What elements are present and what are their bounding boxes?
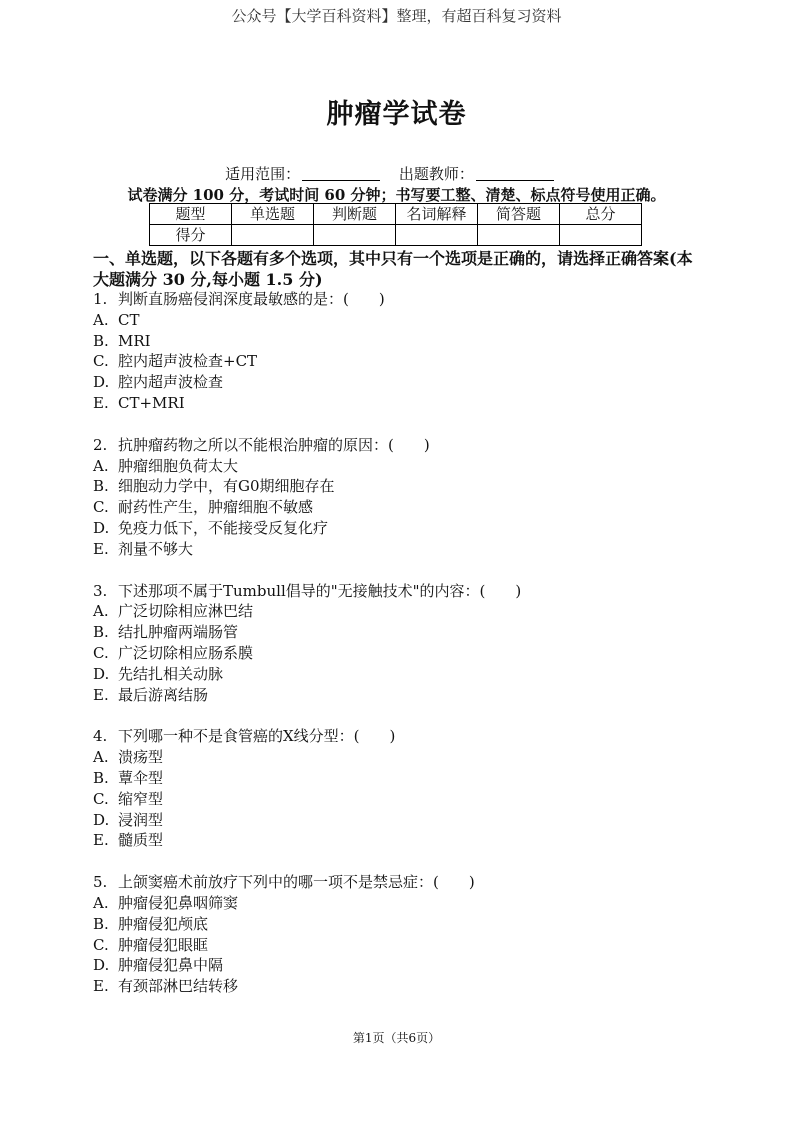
- option-text: 剂量不够大: [118, 539, 194, 558]
- option-b: [93, 476, 703, 497]
- option-text: 溃疡型: [118, 748, 164, 767]
- option-e: [93, 976, 703, 997]
- option-text: 最后游离结肠: [118, 685, 209, 704]
- question-number: 4.: [93, 727, 108, 746]
- score-table-score-row: [150, 225, 642, 246]
- option-key: E.: [93, 685, 109, 704]
- option-text: 先结扎相关动脉: [118, 664, 224, 683]
- question-text: 下述那项不属于Tumbull倡导的"无接触技术"的内容：( ): [118, 581, 522, 600]
- option-text: 结扎肿瘤两端肠管: [118, 623, 239, 642]
- option-text: 肿瘤细胞负荷太大: [118, 456, 239, 475]
- option-c: [93, 643, 703, 664]
- question-item: [93, 872, 703, 997]
- option-text: 缩窄型: [118, 789, 164, 808]
- option-c: [93, 789, 703, 810]
- option-key: E.: [93, 831, 109, 850]
- option-key: A.: [93, 310, 109, 329]
- option-c: [93, 351, 703, 372]
- score-header-cell: 题型: [150, 204, 232, 225]
- option-text: 浸润型: [118, 810, 164, 829]
- question-item: [93, 726, 703, 851]
- option-key: D.: [93, 956, 110, 975]
- score-cell: [314, 225, 396, 246]
- score-header-cell: 简答题: [478, 204, 560, 225]
- question-number: 1.: [93, 290, 108, 308]
- option-b: [93, 914, 703, 935]
- question-stem: [93, 435, 703, 456]
- option-key: B.: [93, 768, 109, 787]
- score-header-cell: 单选题: [232, 204, 314, 225]
- score-cell: [396, 225, 478, 246]
- option-a: [93, 747, 703, 768]
- option-e: [93, 830, 703, 851]
- score-header-cell: 总分: [560, 204, 642, 225]
- question-stem: [93, 581, 703, 602]
- option-text: 肿瘤侵犯鼻咽筛窦: [118, 893, 239, 912]
- option-text: CT: [118, 310, 140, 329]
- option-text: 耐药性产生，肿瘤细胞不敏感: [118, 498, 314, 517]
- option-text: 肿瘤侵犯眼眶: [118, 935, 209, 954]
- score-row-label: 得分: [150, 225, 232, 246]
- option-key: E.: [93, 977, 109, 996]
- score-table-header-row: [150, 204, 642, 225]
- option-text: 腔内超声波检查+CT: [118, 352, 258, 371]
- option-c: [93, 935, 703, 956]
- score-cell: [232, 225, 314, 246]
- option-d: [93, 372, 703, 393]
- option-d: [93, 955, 703, 976]
- option-e: [93, 685, 703, 706]
- option-e: [93, 539, 703, 560]
- option-d: [93, 810, 703, 831]
- header-note: 公众号【大学百科资料】整理，有超百科复习资料: [231, 7, 562, 25]
- question-number: 2.: [93, 435, 108, 454]
- option-text: MRI: [118, 331, 151, 350]
- option-text: 广泛切除相应肠系膜: [118, 643, 254, 662]
- question-text: 上颌窦癌术前放疗下列中的哪一项不是禁忌症：( ): [118, 873, 475, 892]
- option-key: B.: [93, 331, 109, 350]
- scope-blank: [302, 166, 380, 181]
- option-c: [93, 497, 703, 518]
- option-text: 广泛切除相应淋巴结: [118, 602, 254, 621]
- option-key: B.: [93, 623, 109, 642]
- exam-rules: 试卷满分 100 分，考试时间 60 分钟；书写要工整、清楚、标点符号使用正确。: [127, 186, 666, 204]
- option-b: [93, 768, 703, 789]
- question-item: [93, 435, 703, 560]
- option-text: 腔内超声波检查: [118, 373, 224, 392]
- option-d: [93, 664, 703, 685]
- option-key: E.: [93, 539, 109, 558]
- option-key: A.: [93, 456, 109, 475]
- score-header-cell: 判断题: [314, 204, 396, 225]
- section-title: 一、单选题，以下各题有多个选项，其中只有一个选项是正确的，请选择正确答案(本大题满分 30 分,每小题 1.5 分): [93, 249, 693, 289]
- question-stem: [93, 872, 703, 893]
- question-text: 判断直肠癌侵润深度最敏感的是：( ): [118, 290, 385, 308]
- option-key: E.: [93, 393, 109, 412]
- option-b: [93, 331, 703, 352]
- question-stem: [93, 726, 703, 747]
- option-b: [93, 622, 703, 643]
- option-key: D.: [93, 518, 110, 537]
- question-item: [93, 581, 703, 706]
- option-key: D.: [93, 664, 110, 683]
- question-list: [93, 289, 703, 1018]
- question-text: 抗肿瘤药物之所以不能根治肿瘤的原因：( ): [118, 435, 430, 454]
- option-a: [93, 310, 703, 331]
- option-key: B.: [93, 477, 109, 496]
- option-text: CT+MRI: [118, 393, 185, 412]
- question-number: 3.: [93, 581, 108, 600]
- option-a: [93, 601, 703, 622]
- option-key: C.: [93, 935, 109, 954]
- option-key: C.: [93, 498, 109, 517]
- page-footer: 第1页（共6页）: [352, 1031, 441, 1045]
- option-key: A.: [93, 602, 109, 621]
- option-text: 免疫力低下，不能接受反复化疗: [118, 518, 329, 537]
- score-cell: [560, 225, 642, 246]
- score-cell: [478, 225, 560, 246]
- option-text: 肿瘤侵犯颅底: [118, 914, 209, 933]
- page-title: 肿瘤学试卷: [326, 99, 467, 130]
- option-key: C.: [93, 352, 109, 371]
- teacher-label: 出题教师：: [398, 165, 474, 183]
- option-d: [93, 518, 703, 539]
- option-key: C.: [93, 643, 109, 662]
- option-text: 有颈部淋巴结转移: [118, 977, 239, 996]
- question-text: 下列哪一种不是食管癌的X线分型：( ): [118, 727, 396, 746]
- option-a: [93, 456, 703, 477]
- scope-label: 适用范围：: [225, 165, 301, 183]
- option-text: 细胞动力学中，有G0期细胞存在: [118, 477, 335, 496]
- question-item: [93, 289, 703, 414]
- option-key: A.: [93, 893, 109, 912]
- exam-meta: [0, 163, 793, 184]
- score-table: [149, 203, 642, 246]
- question-stem: [93, 289, 703, 310]
- option-key: B.: [93, 914, 109, 933]
- option-key: C.: [93, 789, 109, 808]
- option-key: D.: [93, 373, 110, 392]
- score-header-cell: 名词解释: [396, 204, 478, 225]
- option-a: [93, 893, 703, 914]
- question-number: 5.: [93, 873, 108, 892]
- option-key: A.: [93, 748, 109, 767]
- option-e: [93, 393, 703, 414]
- teacher-blank: [476, 166, 554, 181]
- option-text: 肿瘤侵犯鼻中隔: [118, 956, 224, 975]
- option-key: D.: [93, 810, 110, 829]
- option-text: 蕈伞型: [118, 768, 164, 787]
- option-text: 髓质型: [118, 831, 164, 850]
